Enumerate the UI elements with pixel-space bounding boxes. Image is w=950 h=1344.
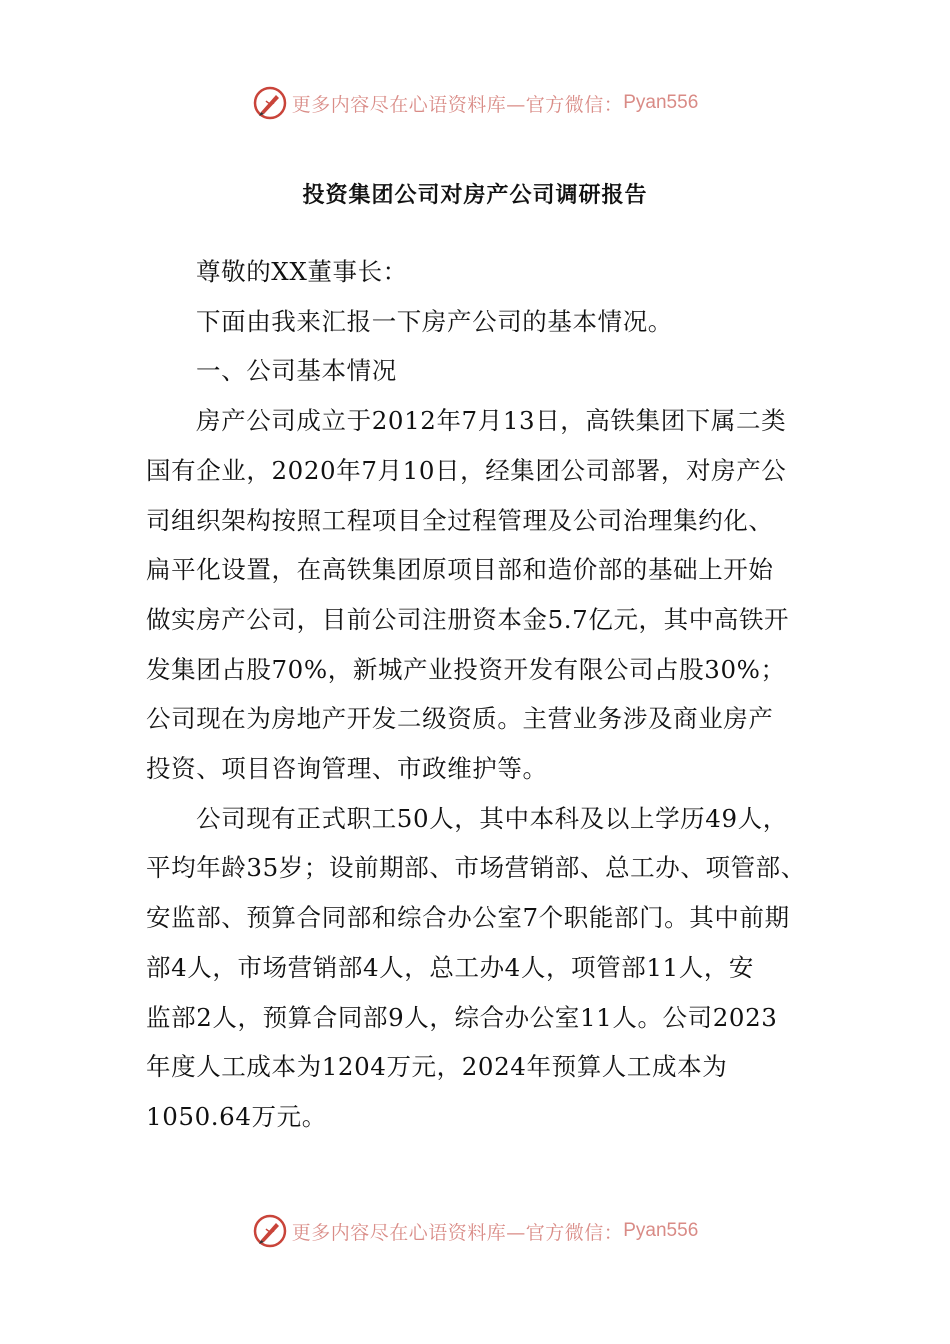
paragraph-line: 平均年龄35岁；设前期部、市场营销部、总工办、项管部、 xyxy=(146,853,806,883)
watermark-text: 更多内容尽在心语资料库—官方微信： xyxy=(291,1221,624,1244)
paragraph-line: 公司现有正式职工50人，其中本科及以上学历49人， xyxy=(196,803,788,833)
paragraph-line: 司组织架构按照工程项目全过程管理及公司治理集约化、 xyxy=(146,505,774,535)
watermark-banner-bottom xyxy=(0,1211,950,1251)
paragraph-company-founding xyxy=(146,396,814,794)
section-heading: 一、公司基本情况 xyxy=(196,356,397,386)
watermark-wechat-id: Pyan556 xyxy=(623,92,699,113)
pen-logo-icon xyxy=(252,85,288,121)
paragraph-line: 投资、项目咨询管理、市政维护等。 xyxy=(146,754,548,784)
document-title: 投资集团公司对房产公司调研报告 xyxy=(302,183,648,208)
watermark-banner-top xyxy=(0,83,950,123)
document-body xyxy=(146,247,814,1142)
pen-logo-icon xyxy=(252,1213,288,1249)
paragraph-line: 1050.64万元。 xyxy=(146,1101,327,1131)
paragraph-line: 房产公司成立于2012年7月13日，高铁集团下属二类 xyxy=(196,406,787,436)
paragraph-line: 监部2人，预算合同部9人，综合办公室11人。公司2023 xyxy=(146,1002,778,1032)
paragraph-line: 做实房产公司，目前公司注册资本金5.7亿元，其中高铁开 xyxy=(146,604,790,634)
paragraph-line: 安监部、预算合同部和综合办公室7个职能部门。其中前期 xyxy=(146,903,790,933)
paragraph-line: 部4人，市场营销部4人，总工办4人，项管部11人，安 xyxy=(146,952,755,982)
watermark-wechat-id: Pyan556 xyxy=(623,1220,699,1241)
intro-paragraph: 下面由我来汇报一下房产公司的基本情况。 xyxy=(196,306,673,336)
paragraph-staffing xyxy=(146,794,814,1142)
paragraph-line: 国有企业，2020年7月10日，经集团公司部署，对房产公 xyxy=(146,455,787,485)
paragraph-line: 发集团占股70%，新城产业投资开发有限公司占股30%； xyxy=(146,654,786,684)
salutation: 尊敬的XX董事长： xyxy=(196,257,408,286)
paragraph-line: 扁平化设置，在高铁集团原项目部和造价部的基础上开始 xyxy=(146,555,774,585)
watermark-text: 更多内容尽在心语资料库—官方微信： xyxy=(291,93,624,116)
paragraph-line: 公司现在为房地产开发二级资质。主营业务涉及商业房产 xyxy=(146,704,774,734)
paragraph-line: 年度人工成本为1204万元，2024年预算人工成本为 xyxy=(146,1052,728,1082)
